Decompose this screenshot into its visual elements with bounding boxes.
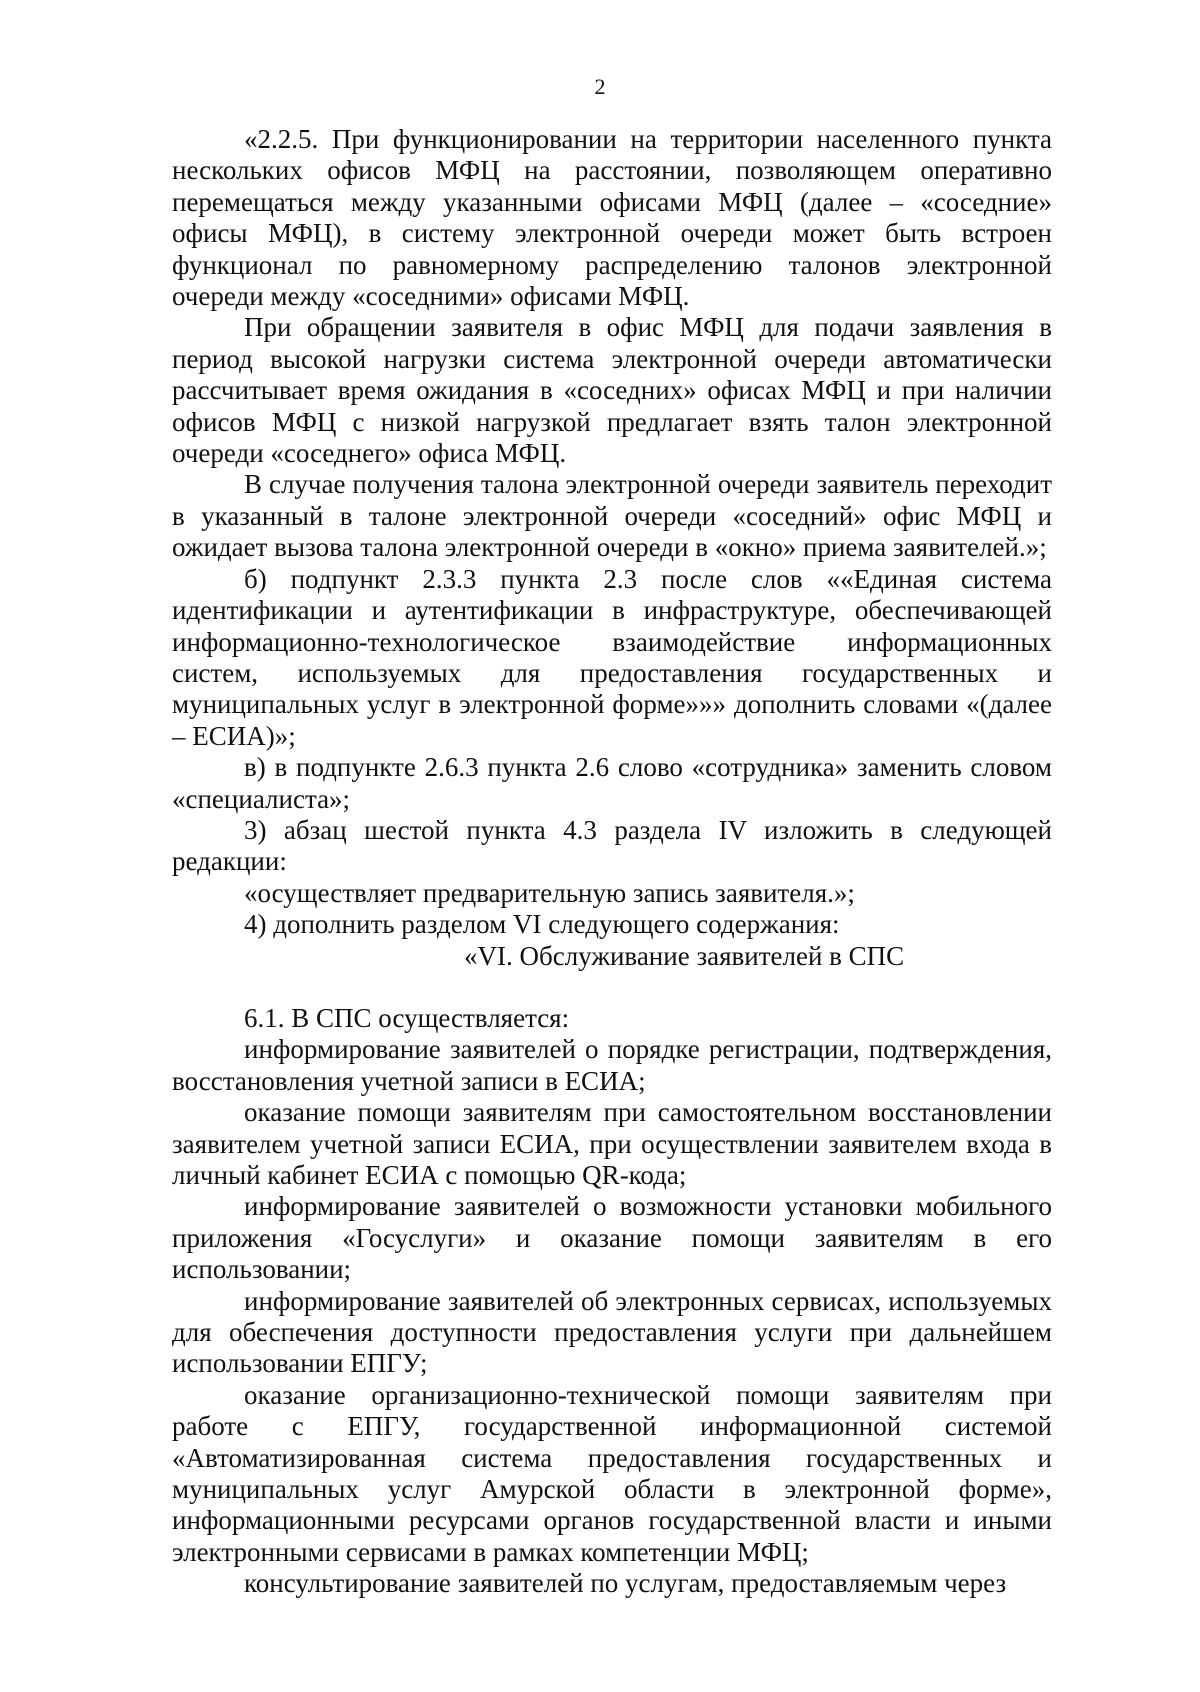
paragraph-e-services: информирование заявителей об электронных сервисах, используемых для обеспечения доступности предоставления услуги при дальнейшем использовании ЕПГУ; [172,1285,1052,1379]
paragraph-preregistration: «осуществляет предварительную запись заявителя.»; [244,877,855,908]
paragraph-ticket-transfer: В случае получения талона электронной очереди заявитель переходит в указанный в талоне электронной очереди «соседний» офис МФЦ и ожидает вызова талона электронной очереди в «окно» приема заявителей.»; [172,469,1052,563]
paragraph-2-2-5: «2.2.5. При функционировании на территории населенного пункта нескольких офисов МФЦ на расстоянии, позволяющем оперативно перемещаться между указанными офисами МФЦ (далее – «соседние» офисы МФЦ), в систему электронной очереди может быть встроен функционал по равномерному распределению талонов электронной очереди между «соседними» офисами МФЦ. [172,124,1052,312]
page-number: 2 [594,74,606,99]
paragraph-esia-informing: информирование заявителей о порядке регистрации, подтверждения, восстановления учетной записи в ЕСИА; [172,1034,1052,1096]
paragraph-amendment-b: б) подпункт 2.3.3 пункта 2.3 после слов ««Единая система идентификации и аутентификации в инфраструктуре, обеспечивающей информационно-технологическое взаимодействие информационных систем, используемых для предоставления государственных и муниципальных услуг в электронной форме»»» дополнить словами «(далее – ЕСИА)»; [172,563,1052,751]
paragraph-mobile-app: информирование заявителей о возможности установки мобильного приложения «Госуслуги» и оказание помощи заявителям в его использовании; [172,1191,1052,1285]
paragraph-consulting: консультирование заявителей по услугам, предоставляемым через [244,1568,1007,1599]
paragraph-amendment-3: 3) абзац шестой пункта 4.3 раздела IV изложить в следующей редакции: [172,814,1052,877]
paragraph-high-load: При обращении заявителя в офис МФЦ для подачи заявления в период высокой нагрузки система электронной очереди автоматически рассчитывает время ожидания в «соседних» офисах МФЦ и при наличии офисов МФЦ с низкой нагрузкой предлагает взять талон электронной очереди «соседнего» офиса МФЦ. [172,312,1052,469]
section-heading: «VI. Обслуживание заявителей в СПС [464,940,905,971]
document-body [172,124,1052,1600]
paragraph-tech-help: оказание организационно-технической помощи заявителям при работе с ЕПГУ, государственной информационной системой «Автоматизированная система предоставления государственных и муниципальных услуг Амурской области в электронной форме», информационными ресурсами органов государственной власти и иными электронными сервисами в рамках компетенции МФЦ; [172,1379,1052,1567]
paragraph-esia-help: оказание помощи заявителям при самостоятельном восстановлении заявителем учетной записи ЕСИА, при осуществлении заявителем входа в личный кабинет ЕСИА с помощью QR-кода; [172,1097,1052,1190]
paragraph-6-1: 6.1. В СПС осуществляется: [244,1002,570,1033]
paragraph-amendment-4: 4) дополнить разделом VI следующего содержания: [244,909,840,940]
paragraph-amendment-v: в) в подпункте 2.6.3 пункта 2.6 слово «сотрудника» заменить словом «специалиста»; [172,752,1052,814]
